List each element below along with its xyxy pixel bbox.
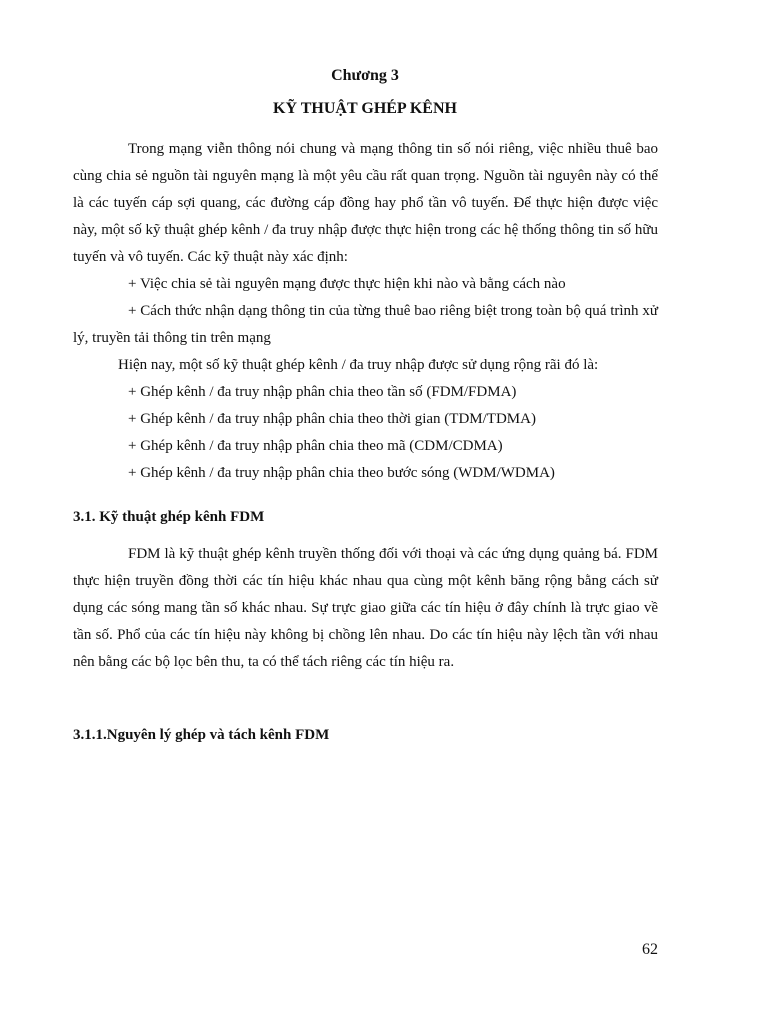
- section-heading-3-1-1: 3.1.1.Nguyên lý ghép và tách kênh FDM: [73, 727, 330, 743]
- chapter-label: Chương 3: [331, 67, 399, 84]
- technique-item: + Ghép kênh / đa truy nhập phân chia theo tần số (FDM/FDMA): [128, 384, 517, 400]
- intro-lead: Hiện nay, một số kỹ thuật ghép kênh / đa truy nhập được sử dụng rộng rãi đó là:: [118, 357, 599, 373]
- section-heading-3-1: 3.1. Kỹ thuật ghép kênh FDM: [73, 509, 265, 525]
- page-number: 62: [642, 941, 658, 958]
- technique-item: + Ghép kênh / đa truy nhập phân chia theo bước sóng (WDM/WDMA): [128, 465, 555, 481]
- intro-section: [73, 136, 658, 487]
- intro-paragraph: Trong mạng viễn thông nói chung và mạng thông tin số nói riêng, việc nhiều thuê bao cùng chia sẻ nguồn tài nguyên mạng là một yêu cầu rất quan trọng. Nguồn tài nguyên này có thể là các tuyến cáp sợi quang, các đường cáp đồng hay phổ tần vô tuyến. Để thực hiện được việc này, một số kỹ thuật ghép kênh / đa truy nhập được thực hiện trong các hệ thống thông tin số hữu tuyến và vô tuyến. Các kỹ thuật này xác định:: [73, 141, 658, 265]
- technique-item: + Ghép kênh / đa truy nhập phân chia theo thời gian (TDM/TDMA): [128, 411, 536, 427]
- technique-item: + Ghép kênh / đa truy nhập phân chia theo mã (CDM/CDMA): [128, 438, 503, 454]
- intro-point: + Cách thức nhận dạng thông tin của từng thuê bao riêng biệt trong toàn bộ quá trình xử lý, truyền tải thông tin trên mạng: [73, 303, 658, 346]
- chapter-title: KỸ THUẬT GHÉP KÊNH: [273, 100, 457, 117]
- section-3-1-body: [73, 541, 658, 676]
- section-3-1-paragraph: FDM là kỹ thuật ghép kênh truyền thống đối với thoại và các ứng dụng quảng bá. FDM thực hiện truyền đồng thời các tín hiệu khác nhau qua cùng một kênh băng rộng bằng cách sử dụng các sóng mang tần số khác nhau. Sự trực giao giữa các tín hiệu ở đây chính là trực giao về tần số. Phổ của các tín hiệu này không bị chồng lên nhau. Do các tín hiệu này lệch tần với nhau nên bằng các bộ lọc bên thu, ta có thể tách riêng các tín hiệu ra.: [73, 546, 658, 670]
- intro-point: + Việc chia sẻ tài nguyên mạng được thực hiện khi nào và bằng cách nào: [128, 276, 566, 292]
